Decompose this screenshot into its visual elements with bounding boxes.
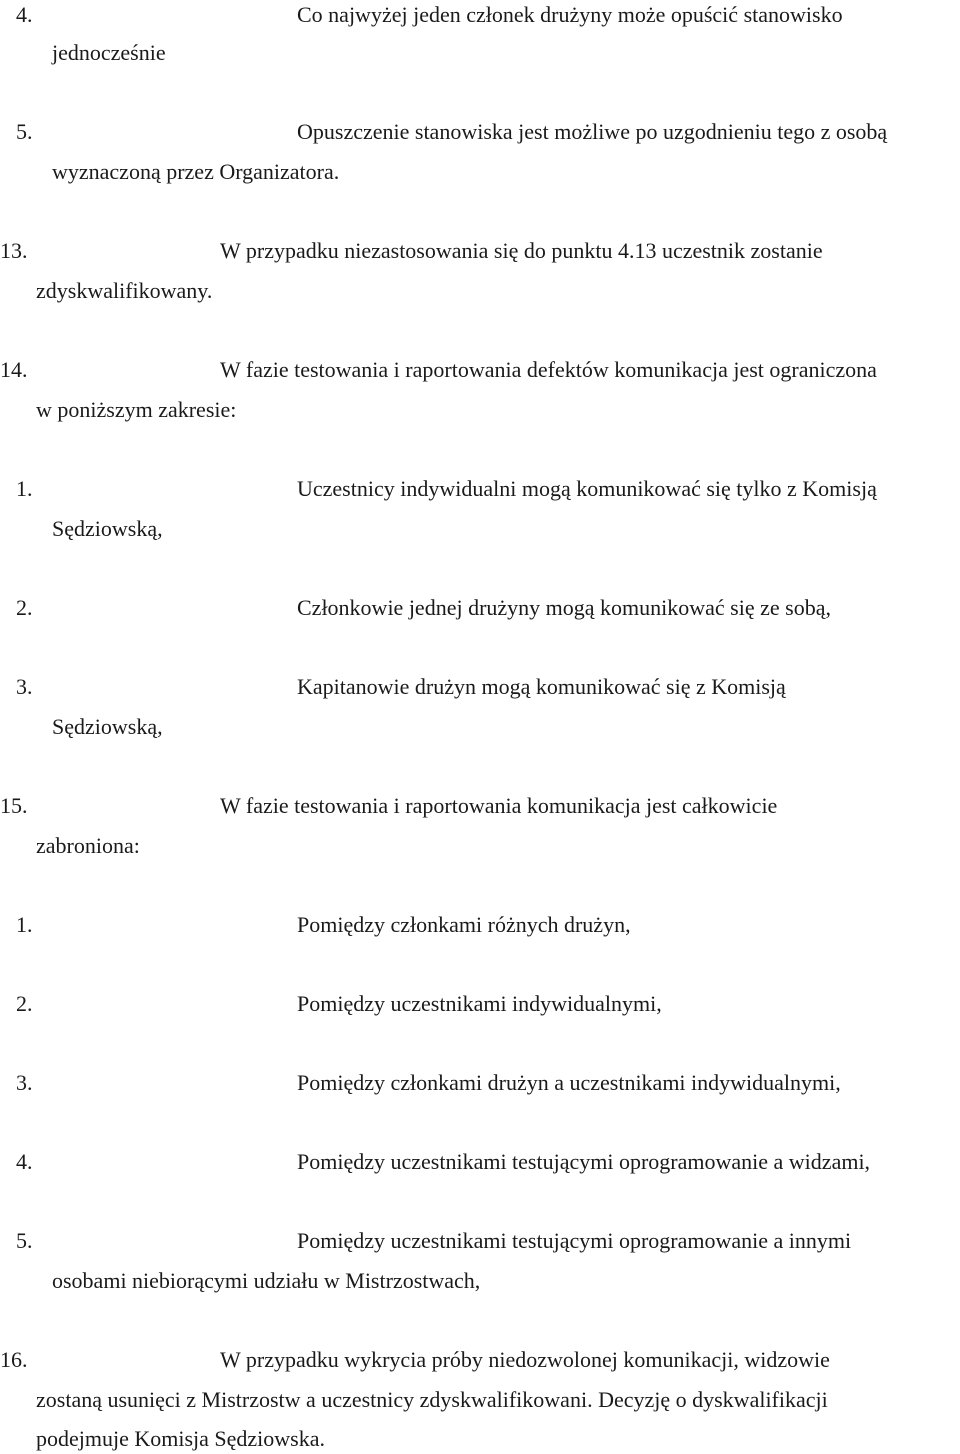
item-continuation: wyznaczoną przez Organizatora.: [52, 159, 340, 184]
item-text: Co najwyżej jeden członek drużyny może opuścić stanowisko: [297, 2, 843, 27]
item-text: W fazie testowania i raportowania defektów komunikacja jest ograniczona: [220, 357, 877, 382]
item-text: Pomiędzy członkami drużyn a uczestnikami indywidualnymi,: [297, 1070, 841, 1095]
item-text: W przypadku wykrycia próby niedozwolonej komunikacji, widzowie: [220, 1347, 830, 1372]
item-continuation: zostaną usunięci z Mistrzostw a uczestnicy zdyskwalifikowani. Decyzję o dyskwalifikacji: [36, 1387, 828, 1412]
item-continuation: Sędziowską,: [52, 714, 163, 739]
item-continuation: podejmuje Komisja Sędziowska.: [36, 1426, 326, 1451]
item-continuation: w poniższym zakresie:: [36, 397, 237, 422]
item-number: 3.: [16, 1070, 33, 1095]
item-continuation: Sędziowską,: [52, 516, 163, 541]
item-number: 2.: [16, 991, 33, 1016]
item-number: 16.: [0, 1347, 28, 1372]
item-number: 1.: [16, 912, 33, 937]
item-number: 13.: [0, 238, 28, 263]
item-number: 5.: [16, 1228, 33, 1253]
item-text: W przypadku niezastosowania się do punktu 4.13 uczestnik zostanie: [220, 238, 823, 263]
item-continuation: zdyskwalifikowany.: [36, 278, 213, 303]
item-continuation: osobami niebiorącymi udziału w Mistrzostwach,: [52, 1268, 481, 1293]
item-text: Pomiędzy uczestnikami testującymi oprogramowanie a innymi: [297, 1228, 852, 1253]
item-number: 2.: [16, 595, 33, 620]
item-text: Członkowie jednej drużyny mogą komunikować się ze sobą,: [297, 595, 831, 620]
item-text: Pomiędzy uczestnikami indywidualnymi,: [297, 991, 662, 1016]
item-number: 5.: [16, 119, 33, 144]
item-text: Uczestnicy indywidualni mogą komunikować się tylko z Komisją: [297, 476, 877, 501]
item-text: Kapitanowie drużyn mogą komunikować się z Komisją: [297, 674, 786, 699]
item-number: 15.: [0, 793, 28, 818]
item-number: 3.: [16, 674, 33, 699]
item-continuation: jednocześnie: [52, 40, 166, 65]
item-number: 1.: [16, 476, 33, 501]
item-number: 4.: [16, 1149, 33, 1174]
item-number: 14.: [0, 357, 28, 382]
item-text: Pomiędzy uczestnikami testującymi oprogramowanie a widzami,: [297, 1149, 871, 1174]
item-text: Opuszczenie stanowiska jest możliwe po uzgodnieniu tego z osobą: [297, 119, 888, 144]
item-continuation: zabroniona:: [36, 833, 140, 858]
item-text: Pomiędzy członkami różnych drużyn,: [297, 912, 631, 937]
item-text: W fazie testowania i raportowania komunikacja jest całkowicie: [220, 793, 778, 818]
item-number: 4.: [16, 2, 33, 27]
